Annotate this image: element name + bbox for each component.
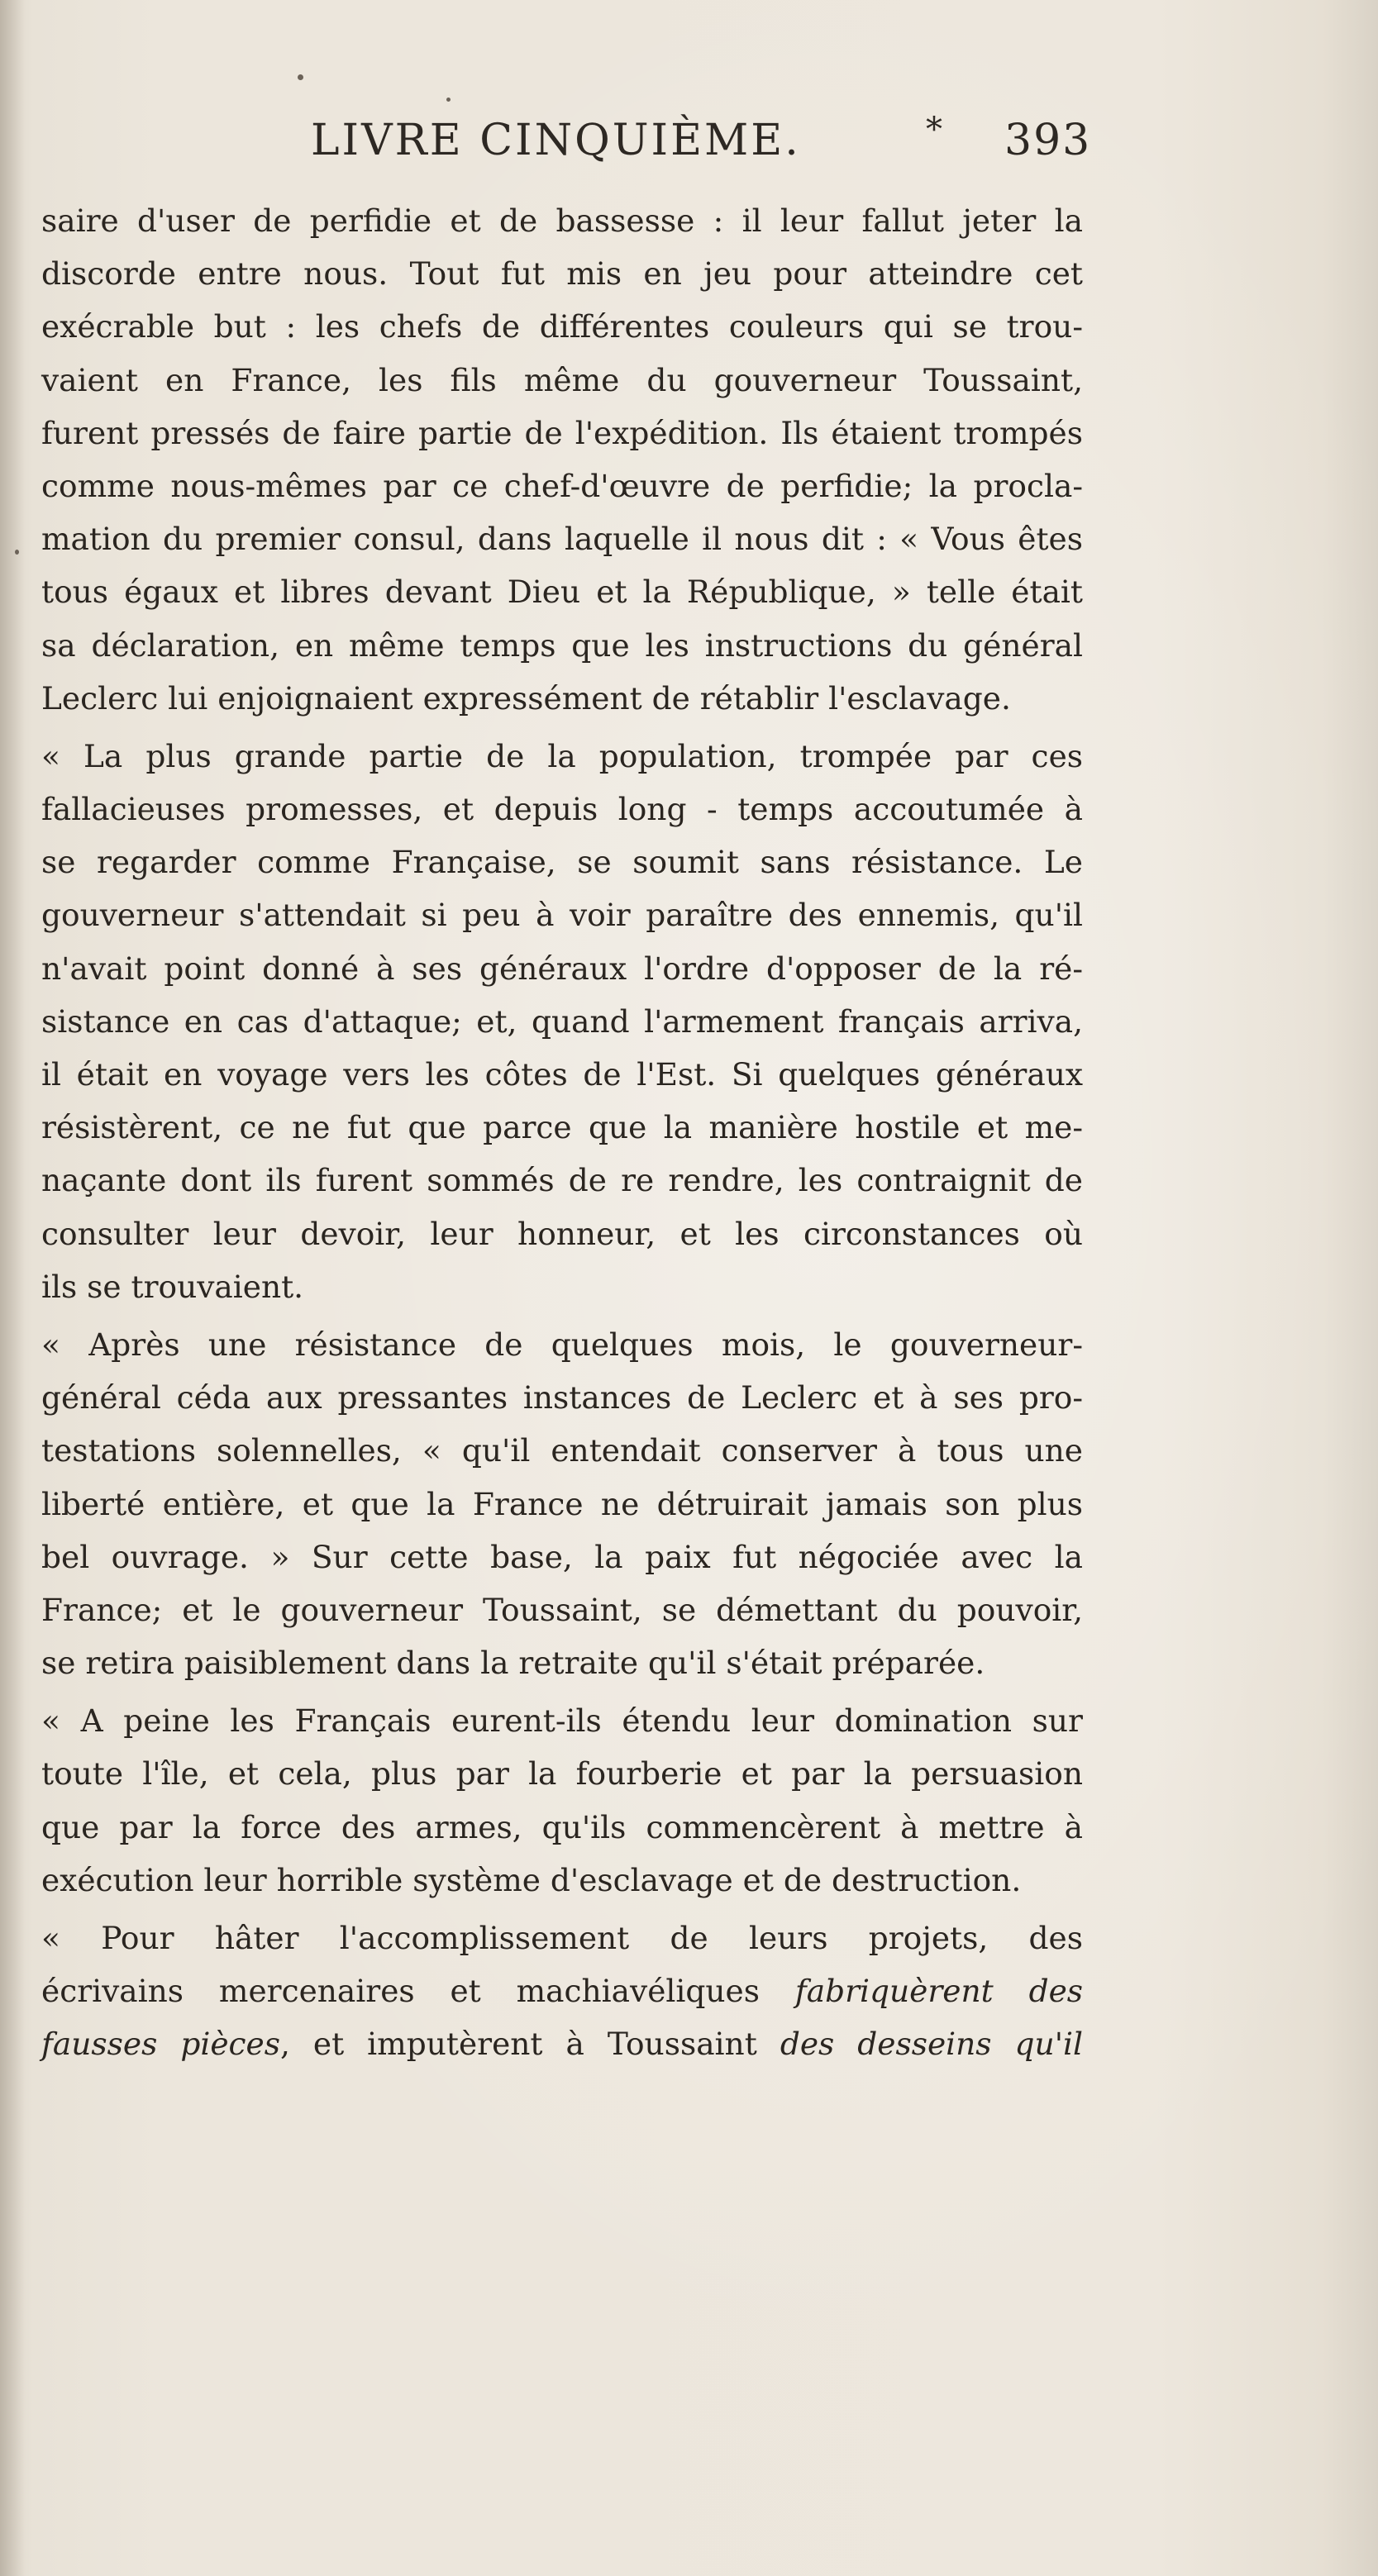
paragraph: [41, 1318, 1083, 1689]
text-line: discorde entre nous. Tout fut mis en jeu pour atteindre cet: [41, 255, 1083, 293]
text-line: gouverneur s'attendait si peu à voir paraître des ennemis, qu'il: [41, 897, 1083, 934]
paragraph: [41, 1694, 1083, 1907]
running-title: LIVRE CINQUIÈME.: [311, 116, 801, 165]
paragraph: [41, 194, 1083, 725]
spine-shadow: [0, 0, 25, 2576]
text-line: ils se trouvaient.: [41, 1268, 304, 1305]
text-line: tous égaux et libres devant Dieu et la République, » telle était: [41, 574, 1083, 611]
text-line: se retira paisiblement dans la retraite qu'il s'était préparée.: [41, 1645, 985, 1682]
paragraph: [41, 1912, 1083, 2071]
text-line: sistance en cas d'attaque; et, quand l'armement français arriva,: [41, 1002, 1083, 1040]
italic-segment: fausses pièces: [41, 2026, 280, 2063]
text-line: « Pour hâter l'accomplissement de leurs projets, des: [41, 1920, 1083, 1956]
text-line: « Après une résistance de quelques mois, le gouverneur-: [41, 1326, 1083, 1363]
paper-speck: [298, 74, 303, 80]
italic-segment: des desseins qu'il: [780, 2026, 1084, 2063]
text-line: Leclerc lui enjoignaient expressément de rétablir l'esclavage.: [41, 679, 1011, 717]
text-line: général céda aux pressantes instances de Leclerc et à ses pro-: [41, 1379, 1083, 1417]
text-line: mation du premier consul, dans laquelle il nous dit : « Vous êtes: [41, 521, 1083, 558]
paragraph: [41, 730, 1083, 1313]
text-segment: , et imputèrent à Toussaint: [279, 2026, 757, 2063]
text-line: liberté entière, et que la France ne détruirait jamais son plus: [41, 1485, 1083, 1522]
text-line: il était en voyage vers les côtes de l'Est. Si quelques généraux: [41, 1056, 1083, 1093]
text-line: exécrable but : les chefs de différentes couleurs qui se trou-: [41, 308, 1083, 345]
text-line: « A peine les Français eurent-ils étendu leur domination sur: [41, 1702, 1083, 1740]
text-line: France; et le gouverneur Toussaint, se démettant du pouvoir,: [41, 1591, 1083, 1628]
body-text: [41, 194, 1083, 2071]
text-line: bel ouvrage. » Sur cette base, la paix fut négociée avec la: [41, 1538, 1083, 1575]
text-line: résistèrent, ce ne fut que parce que la manière hostile et me-: [41, 1109, 1083, 1146]
paper-speck: [446, 98, 451, 102]
running-head: [50, 111, 1099, 190]
text-line: toute l'île, et cela, plus par la fourberie et par la persuasion: [41, 1755, 1083, 1793]
text-line-mixed: [41, 1964, 1083, 2017]
text-line: « La plus grande partie de la population, trompée par ces: [41, 737, 1083, 774]
text-line: n'avait point donné à ses généraux l'ordre d'opposer de la ré-: [41, 950, 1083, 987]
text-segment: écrivains mercenaires et machiavéliques: [41, 1973, 760, 2010]
italic-segment: fabriquèrent des: [794, 1973, 1084, 2010]
text-line: testations solennelles, « qu'il entendait conserver à tous une: [41, 1432, 1083, 1469]
paper-speck: [15, 550, 19, 555]
text-line: furent pressés de faire partie de l'expédition. Ils étaient trompés: [41, 414, 1083, 451]
text-line: fallacieuses promesses, et depuis long - temps accoutumée à: [41, 791, 1083, 828]
text-line: que par la force des armes, qu'ils commencèrent à mettre à: [41, 1808, 1083, 1845]
text-line: exécution leur horrible système d'esclavage et de destruction.: [41, 1861, 1022, 1898]
text-line: comme nous-mêmes par ce chef-d'œuvre de perfidie; la procla-: [41, 467, 1083, 504]
text-line: se regarder comme Française, se soumit sans résistance. Le: [41, 844, 1083, 881]
text-line: vaient en France, les fils même du gouverneur Toussaint,: [41, 361, 1083, 398]
text-line: saire d'user de perfidie et de bassesse : il leur fallut jeter la: [41, 202, 1083, 239]
text-line-mixed: [41, 2017, 1083, 2070]
text-line: sa déclaration, en même temps que les instructions du général: [41, 626, 1083, 664]
ornament-asterisk: *: [926, 111, 942, 149]
text-line: consulter leur devoir, leur honneur, et les circonstances où: [41, 1215, 1083, 1252]
page-number: 393: [1004, 116, 1092, 165]
text-line: naçante dont ils furent sommés de re rendre, les contraignit de: [41, 1162, 1083, 1199]
